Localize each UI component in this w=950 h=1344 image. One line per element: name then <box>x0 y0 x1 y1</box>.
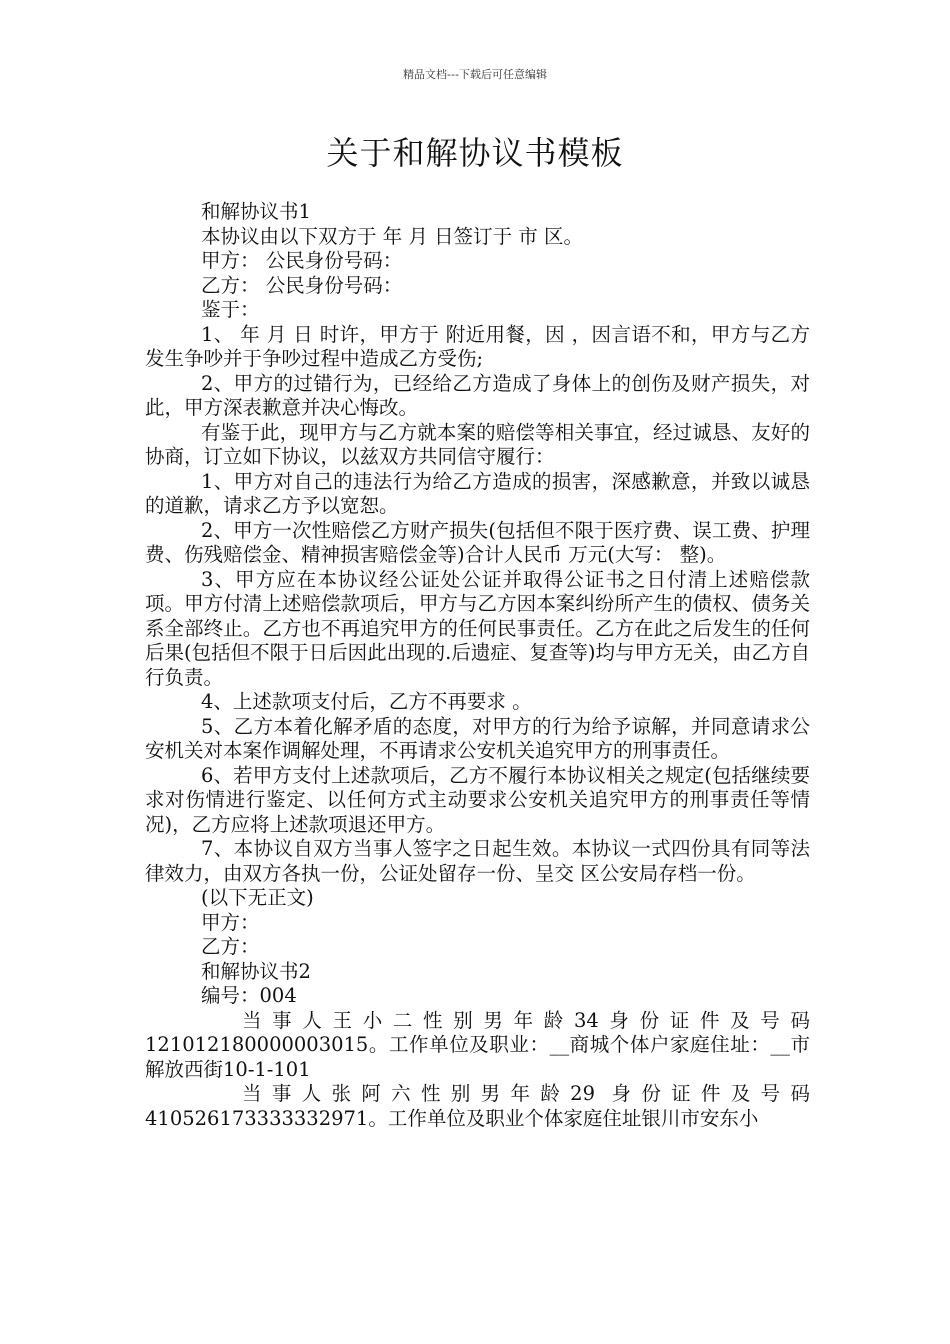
paragraph: 1、甲方对自己的违法行为给乙方造成的损害，深感歉意，并致以诚恳的道歉，请求乙方予以宽恕。 <box>145 469 810 517</box>
paragraph: 当事人王小二性别男年龄34身份证件及号码121012180000003015。工作单位及职业：__商城个体户家庭住址：__市解放西街10-1-101 <box>145 1008 810 1081</box>
paragraph: 乙方： 公民身份号码： <box>201 273 403 297</box>
document-title: 关于和解协议书模板 <box>326 134 624 172</box>
paragraph: 4、上述款项支付后，乙方不再要求 。 <box>201 690 532 713</box>
document-body <box>145 200 810 1131</box>
page-header: 精品文档---下载后可任意编辑 <box>403 68 547 81</box>
paragraph: 乙方： <box>201 935 260 958</box>
paragraph: 1、 年 月 日 时许，甲方于 附近用餐，因 ，因言语不和，甲方与乙方发生争吵并于争吵过程中造成乙方受伤; <box>145 322 810 370</box>
paragraph: 3、甲方应在本协议经公证处公证并取得公证书之日付清上述赔偿款项。甲方付清上述赔偿款项后，甲方与乙方因本案纠纷所产生的债权、债务关系全部终止。乙方也不再追究甲方的任何民事责任。乙方在此之后发生的任何后果(包括但不限于日后因此出现的.后遗症、复查等)均与甲方无关，由乙方自行负责。 <box>145 567 810 689</box>
paragraph: 2、甲方一次性赔偿乙方财产损失(包括但不限于医疗费、误工费、护理费、伤残赔偿金、精神损害赔偿金等)合计人民币 万元(大写： 整)。 <box>145 518 810 566</box>
paragraph: 鉴于： <box>201 298 260 321</box>
paragraph: 甲方： <box>201 910 260 934</box>
paragraph: 有鉴于此，现甲方与乙方就本案的赔偿等相关事宜，经过诚恳、友好的协商，订立如下协议，以兹双方共同信守履行： <box>145 420 810 468</box>
paragraph: 和解协议书2 <box>201 959 311 983</box>
paragraph: 7、本协议自双方当事人签字之日起生效。本协议一式四份具有同等法律效力，由双方各执一份，公证处留存一份、呈交 区公安局存档一份。 <box>145 837 810 885</box>
paragraph: 2、甲方的过错行为，已经给乙方造成了身体上的创伤及财产损失，对此，甲方深表歉意并决心悔改。 <box>145 371 810 419</box>
paragraph: 本协议由以下双方于 年 月 日签订于 市 区。 <box>201 224 583 248</box>
paragraph: 6、若甲方支付上述款项后，乙方不履行本协议相关之规定(包括继续要求对伤情进行鉴定、以任何方式主动要求公安机关追究甲方的刑事责任等情况)，乙方应将上述款项退还甲方。 <box>145 763 810 836</box>
paragraph: 和解协议书1 <box>201 200 311 223</box>
paragraph: 甲方： 公民身份号码： <box>201 249 403 272</box>
paragraph: 当事人张阿六性别男年龄29 身份证件及号码410526173333332971。工作单位及职业个体家庭住址银川市安东小 <box>145 1082 810 1130</box>
paragraph: 编号：004 <box>201 984 297 1007</box>
paragraph: (以下无正文) <box>201 886 314 909</box>
paragraph: 5、乙方本着化解矛盾的态度，对甲方的行为给予谅解，并同意请求公安机关对本案作调解处理，不再请求公安机关追究甲方的刑事责任。 <box>145 714 810 762</box>
